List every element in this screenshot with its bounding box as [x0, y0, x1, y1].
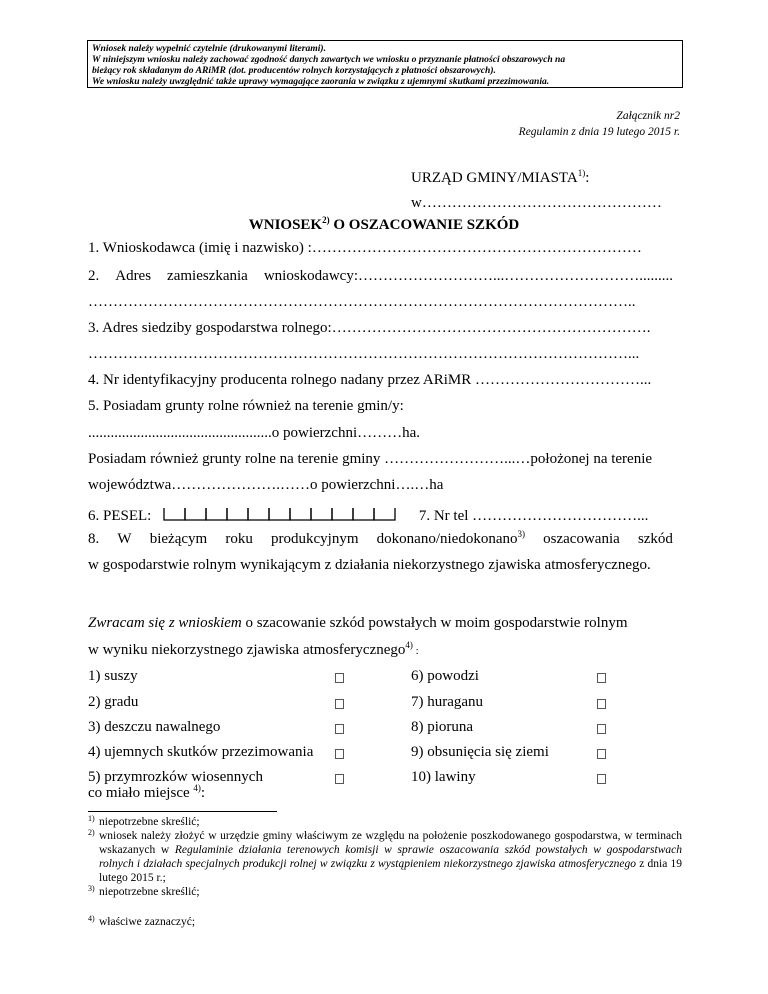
footnote-number: 2)	[88, 828, 95, 837]
footnote-text: właściwe zaznaczyć;	[99, 916, 196, 928]
applicant-name-field[interactable]: 1. Wnioskodawca (imię i nazwisko) :…………………………………………………………	[88, 240, 642, 256]
hazard-checkbox-landslide[interactable]	[597, 749, 606, 759]
pesel-digit-box[interactable]	[206, 508, 227, 520]
regulation-date: Regulamin z dnia 19 lutego 2015 r.	[518, 126, 680, 138]
request-text: o szacowanie szkód powstałych w moim gospodarstwie rolnym	[241, 615, 628, 631]
footnote-3	[88, 885, 682, 899]
instruction-line: bieżący rok składanym do ARiMR (dot. producentów rolnych korzystających z płatności obszarowych).	[92, 65, 496, 76]
footnote-text: niepotrzebne skreślić;	[99, 886, 200, 898]
field-word: szkód	[637, 531, 673, 547]
hazard-checkbox-hurricane[interactable]	[597, 699, 606, 709]
annex-header	[519, 108, 680, 140]
pesel-input-boxes[interactable]	[163, 505, 399, 522]
request-line	[88, 615, 628, 632]
phone-field[interactable]: 7. Nr tel ……………………………...	[418, 508, 649, 524]
occurrence-field[interactable]	[88, 785, 205, 802]
farm-address-continuation[interactable]: ………………………………………………………………………………………………...	[88, 346, 640, 362]
field-number: 2.	[88, 268, 100, 284]
occurrence-colon: :	[200, 785, 206, 801]
footnote-ref: 1)	[577, 168, 586, 178]
hazard-label: 4) ujemnych skutków przezimowania	[88, 744, 314, 760]
footnote-text	[99, 829, 682, 885]
applicant-address-continuation[interactable]: ………………………………………………………………………………………………..	[88, 294, 636, 310]
land-area-field[interactable]: .................................................o powierzchni………ha.	[88, 425, 421, 441]
pesel-digit-box[interactable]	[311, 508, 332, 520]
field-word: Adres	[115, 268, 152, 284]
field-word: bieżącym	[149, 531, 208, 547]
land-other-municipality-field[interactable]: Posiadam również grunty rolne na terenie gminy ……………………...…położonej na terenie	[88, 451, 653, 467]
footnote-number: 3)	[88, 884, 95, 893]
field-word: W	[117, 531, 132, 547]
field-word: roku	[225, 531, 253, 547]
land-other-municipalities-label: 5. Posiadam grunty rolne również na terenie gmin/y:	[88, 398, 404, 414]
option-text: dokonano/niedokonano	[376, 531, 518, 547]
voivodeship-area-field[interactable]: województwa………………….……o powierzchni….…ha	[88, 477, 444, 493]
hazard-label: 7) huraganu	[411, 694, 484, 710]
hazard-label: 5) przymrozków wiosennych	[88, 769, 263, 785]
hazard-checkbox-torrential-rain[interactable]	[335, 724, 344, 734]
pesel-digit-box[interactable]	[227, 508, 248, 520]
field-word: produkcyjnym	[271, 531, 359, 547]
instructions-box	[87, 40, 683, 88]
field-word: wnioskodawcy:………………………...……………………….........	[263, 268, 673, 284]
footnote-ref: 2)	[322, 215, 330, 225]
hazard-checkbox-wintering[interactable]	[335, 749, 344, 759]
applicant-address-field[interactable]	[88, 268, 673, 285]
footnote-1	[88, 815, 682, 829]
request-italic: Zwracam się z wnioskiem	[88, 615, 242, 631]
hazard-checkbox-flood[interactable]	[597, 673, 606, 683]
pesel-digit-box[interactable]	[185, 508, 206, 520]
office-colon: :	[585, 170, 590, 186]
hazard-checkbox-drought[interactable]	[335, 673, 344, 683]
hazard-label: 1) suszy	[88, 668, 138, 684]
annex-label: Załącznik nr2	[616, 110, 680, 122]
farm-address-field[interactable]: 3. Adres siedziby gospodarstwa rolnego:……………………………………………………….	[88, 320, 651, 336]
footnote-text-part: z dnia 19 lutego 2015 r.;	[99, 858, 682, 884]
field-word: zamieszkania	[167, 268, 248, 284]
footnote-text-part: wniosek należy złożyć w urzędzie gminy właściwym ze względu na położenie poszkodowanego gospodarstwa, w terminach wskazanych w	[99, 830, 682, 856]
footnote-2	[88, 829, 682, 885]
title-text-rest: O OSZACOWANIE SZKÓD	[329, 217, 520, 233]
title-text: WNIOSEK	[248, 217, 323, 233]
hazard-label: 6) powodzi	[411, 668, 479, 684]
hazard-label: 3) deszczu nawalnego	[88, 719, 221, 735]
office-heading	[411, 170, 589, 187]
request-colon: :	[412, 645, 419, 657]
instruction-line: We wniosku należy uwzględnić także uprawy wymagające zaorania w związku z ujemnymi skutkami przezimowania.	[92, 76, 550, 87]
pesel-row	[88, 505, 648, 525]
pesel-digit-box[interactable]	[353, 508, 374, 520]
instruction-line: W niniejszym wniosku należy zachować zgodność danych zawartych we wniosku o przyznanie płatności obszarowych na	[92, 54, 566, 65]
footnote-text: niepotrzebne skreślić;	[99, 816, 200, 828]
field-number: 8.	[88, 531, 100, 547]
footnote-ref: 4)	[405, 640, 413, 650]
done-not-done-option[interactable]	[377, 531, 525, 548]
field-word: oszacowania	[543, 531, 620, 547]
pesel-digit-box[interactable]	[248, 508, 269, 520]
request-line-2	[88, 642, 419, 659]
hazard-checkbox-hail[interactable]	[335, 699, 344, 709]
assessment-statement	[88, 531, 673, 548]
hazard-checkbox-spring-frost[interactable]	[335, 774, 344, 784]
pesel-digit-box[interactable]	[290, 508, 311, 520]
footnote-text-italic: Regulaminie działania terenowych komisji w sprawie oszacowania szkód powstałych w gospodarstwach rolnych i działach specjalnych produkcji rolnej w związku z wystąpieniem niekorzystnego zjawiska atmosferycznego	[99, 844, 682, 870]
hazard-checkbox-lightning[interactable]	[597, 724, 606, 734]
instruction-line: Wniosek należy wypełnić czytelnie (drukowanymi literami).	[92, 43, 326, 54]
office-location-field[interactable]: w…………………………………………	[411, 195, 662, 211]
hazard-checkbox-avalanche[interactable]	[597, 774, 606, 784]
occurrence-label: co miało miejsce	[88, 785, 194, 801]
pesel-label: 6. PESEL:	[88, 508, 152, 524]
hazard-label: 10) lawiny	[411, 769, 476, 785]
footnote-divider	[88, 811, 277, 812]
hazard-label: 9) obsunięcia się ziemi	[411, 744, 549, 760]
assessment-statement-continuation: w gospodarstwie rolnym wynikającym z działania niekorzystnego zjawiska atmosferycznego.	[88, 557, 651, 573]
footnote-ref: 3)	[517, 529, 525, 539]
request-text: w wyniku niekorzystnego zjawiska atmosferycznego	[88, 642, 406, 658]
office-label: URZĄD GMINY/MIASTA	[411, 170, 578, 186]
footnote-number: 1)	[88, 814, 95, 823]
footnote-4	[88, 915, 682, 929]
footnote-number: 4)	[88, 914, 95, 923]
hazard-label: 8) pioruna	[411, 719, 474, 735]
arimr-id-field[interactable]: 4. Nr identyfikacyjny producenta rolnego nadany przez ARiMR ……………………………...	[88, 372, 652, 388]
pesel-digit-box[interactable]	[332, 508, 353, 520]
form-title	[0, 217, 768, 234]
pesel-digit-box[interactable]	[374, 508, 395, 520]
hazard-label: 2) gradu	[88, 694, 139, 710]
pesel-digit-box[interactable]	[269, 508, 290, 520]
footnote-ref: 4)	[193, 783, 201, 793]
pesel-digit-box[interactable]	[164, 508, 185, 520]
